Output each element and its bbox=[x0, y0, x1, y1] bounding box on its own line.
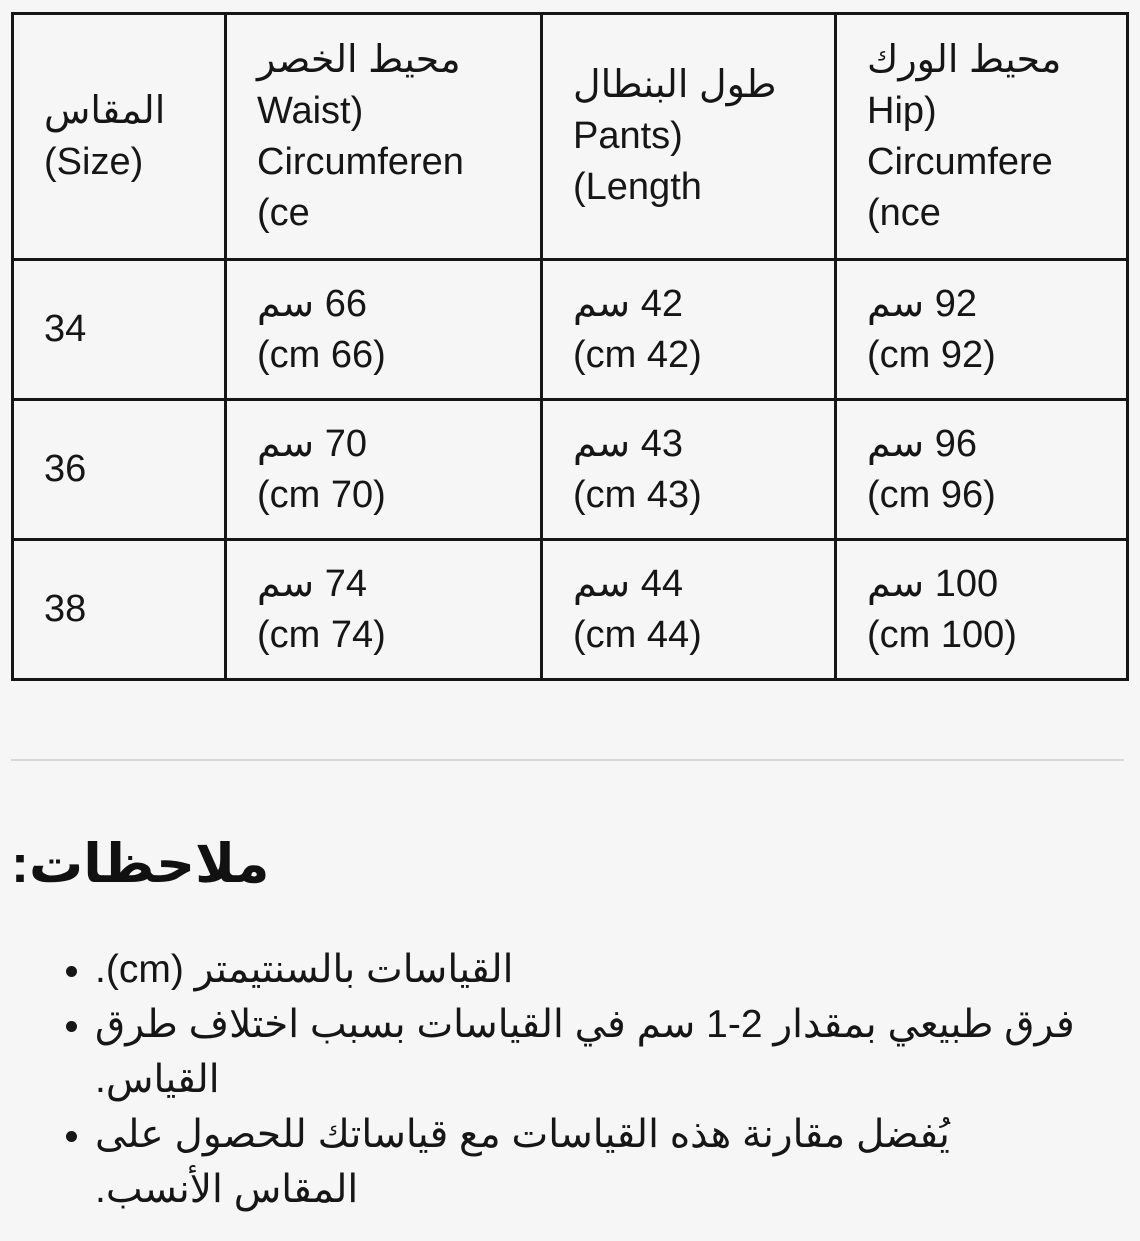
pants-value-english: (43 cm) bbox=[573, 473, 702, 516]
cell-hip bbox=[836, 400, 1128, 540]
header-hip-arabic: محيط الورك bbox=[867, 38, 1062, 81]
note-compare-advice: • يُفضل مقارنة هذه القياسات مع قياساتك للحصول على المقاس الأنسب. bbox=[95, 1113, 950, 1211]
notes-heading: ملاحظات: bbox=[11, 834, 270, 894]
note-tolerance: • فرق طبيعي بمقدار 2-1 سم في القياسات بسبب اختلاف طرق القياس. bbox=[95, 1003, 1075, 1101]
waist-value-english: (70 cm) bbox=[257, 473, 386, 516]
cell-size bbox=[13, 400, 226, 540]
list-item bbox=[95, 997, 1078, 1107]
table-row-size-36 bbox=[13, 400, 1128, 540]
cell-waist bbox=[226, 260, 542, 400]
header-pants-english: (Pants Length) bbox=[573, 115, 702, 208]
cell-waist bbox=[226, 540, 542, 680]
note-measurements-unit: • القياسات بالسنتيمتر (cm). bbox=[95, 948, 514, 991]
waist-value-arabic: 66 سم bbox=[257, 282, 367, 325]
cell-hip bbox=[836, 260, 1128, 400]
cell-hip bbox=[836, 540, 1128, 680]
cell-pants-length bbox=[542, 260, 836, 400]
cell-size bbox=[13, 540, 226, 680]
hip-value-english: (92 cm) bbox=[867, 333, 996, 376]
hip-value-english: (96 cm) bbox=[867, 473, 996, 516]
pants-value-arabic: 44 سم bbox=[573, 562, 683, 605]
size-value: 34 bbox=[44, 308, 87, 350]
hip-value-arabic: 100 سم bbox=[867, 562, 999, 605]
waist-value-arabic: 74 سم bbox=[257, 562, 367, 605]
section-divider bbox=[11, 759, 1124, 761]
hip-value-english: (100 cm) bbox=[867, 613, 1017, 656]
header-hip-english: (Hip Circumference) bbox=[867, 89, 1053, 234]
header-cell-pants-length bbox=[542, 14, 836, 260]
header-cell-waist bbox=[226, 14, 542, 260]
hip-value-arabic: 96 سم bbox=[867, 422, 977, 465]
header-cell-size bbox=[13, 14, 226, 260]
pants-value-arabic: 42 سم bbox=[573, 282, 683, 325]
list-item bbox=[95, 1107, 1078, 1217]
pants-value-arabic: 43 سم bbox=[573, 422, 683, 465]
table-row-size-38 bbox=[13, 540, 1128, 680]
table-row-size-34 bbox=[13, 260, 1128, 400]
hip-value-arabic: 92 سم bbox=[867, 282, 977, 325]
header-cell-hip bbox=[836, 14, 1128, 260]
list-item bbox=[95, 942, 1078, 997]
size-value: 36 bbox=[44, 448, 87, 490]
cell-pants-length bbox=[542, 540, 836, 680]
header-waist-arabic: محيط الخصر bbox=[257, 38, 461, 81]
header-pants-arabic: طول البنطال bbox=[573, 64, 777, 106]
header-size-english: (Size) bbox=[44, 140, 144, 183]
waist-value-english: (74 cm) bbox=[257, 613, 386, 656]
waist-value-english: (66 cm) bbox=[257, 333, 386, 376]
header-size-arabic: المقاس bbox=[44, 89, 166, 132]
notes-list bbox=[11, 942, 1078, 1217]
pants-value-english: (44 cm) bbox=[573, 613, 702, 656]
size-chart-table bbox=[11, 12, 1129, 681]
header-waist-english: (Waist Circumference) bbox=[257, 89, 464, 234]
table-header-row bbox=[13, 14, 1128, 260]
cell-pants-length bbox=[542, 400, 836, 540]
cell-size bbox=[13, 260, 226, 400]
pants-value-english: (42 cm) bbox=[573, 333, 702, 376]
size-value: 38 bbox=[44, 588, 87, 630]
waist-value-arabic: 70 سم bbox=[257, 422, 367, 465]
cell-waist bbox=[226, 400, 542, 540]
